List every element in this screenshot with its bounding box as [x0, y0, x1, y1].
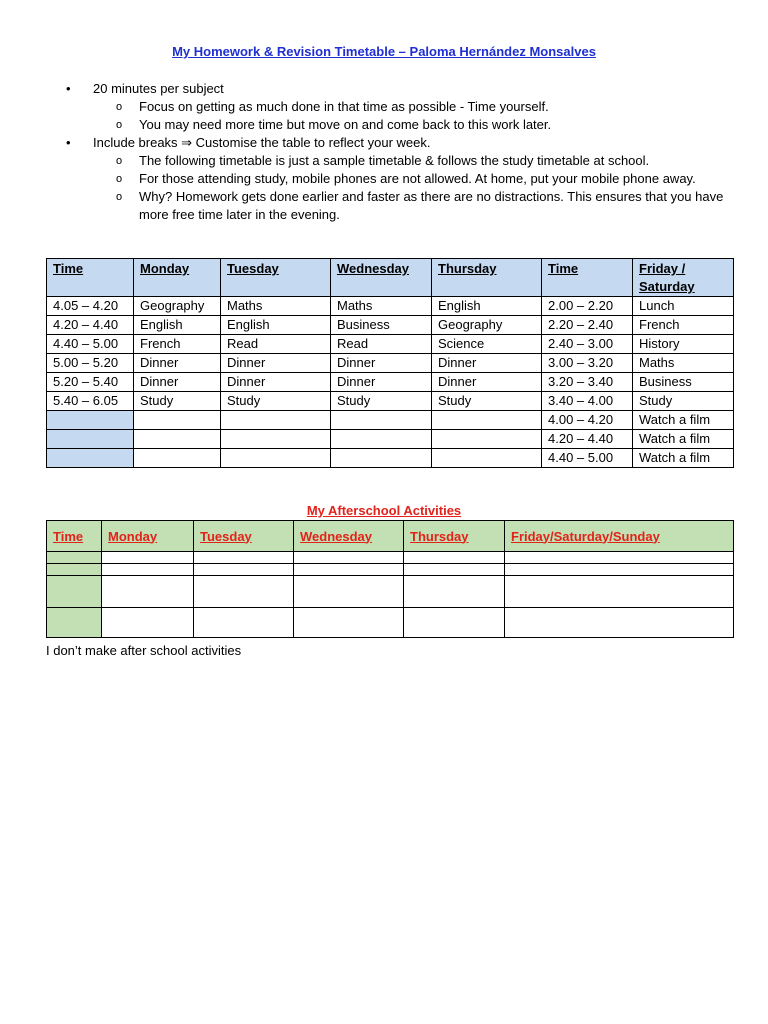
column-header: Thursday [432, 259, 542, 297]
sub-bullet-item: o You may need more time but move on and come back to this work later. [116, 117, 552, 132]
table-cell: Watch a film [633, 449, 734, 468]
table-cell[interactable] [404, 552, 505, 564]
table-cell [432, 430, 542, 449]
table-cell[interactable] [294, 576, 404, 608]
table-cell: Geography [432, 316, 542, 335]
table-cell: French [633, 316, 734, 335]
table-cell: 5.00 – 5.20 [47, 354, 134, 373]
table-cell [221, 449, 331, 468]
table-cell[interactable] [505, 576, 734, 608]
sub-bullet-item: o For those attending study, mobile phones are not allowed. At home, put your mobile phone away. [116, 171, 696, 186]
table-cell: Maths [633, 354, 734, 373]
table-cell: Science [432, 335, 542, 354]
note-text: I don’t make after school activities [46, 643, 242, 658]
table-row [47, 608, 734, 638]
table-cell[interactable] [294, 564, 404, 576]
column-header: Friday/Saturday/Sunday [505, 521, 734, 552]
table-cell [134, 430, 221, 449]
header-row [47, 521, 734, 552]
afterschool-title: My Afterschool Activities [306, 503, 462, 518]
table-cell: 5.20 – 5.40 [47, 373, 134, 392]
table-cell [331, 430, 432, 449]
sub-bullet-item: o The following timetable is just a sample timetable & follows the study timetable at school. [116, 153, 650, 168]
table-cell [331, 449, 432, 468]
table-cell: Study [134, 392, 221, 411]
table-row [47, 392, 734, 411]
column-header: Monday [134, 259, 221, 297]
table-cell: 3.00 – 3.20 [542, 354, 633, 373]
table-cell[interactable] [404, 608, 505, 638]
table-cell: English [221, 316, 331, 335]
table-cell: History [633, 335, 734, 354]
table-row [47, 354, 734, 373]
table-cell: Dinner [331, 354, 432, 373]
table-cell: 3.20 – 3.40 [542, 373, 633, 392]
table-cell: Study [432, 392, 542, 411]
table-cell: French [134, 335, 221, 354]
table-cell[interactable] [194, 564, 294, 576]
column-header: Monday [102, 521, 194, 552]
bullet-dot-icon: • [66, 135, 71, 150]
table-cell [47, 411, 134, 430]
table-cell[interactable] [505, 608, 734, 638]
table-cell [432, 449, 542, 468]
table-row [47, 297, 734, 316]
table-row [47, 552, 734, 564]
header-row [47, 259, 734, 297]
bullet-dot-icon: • [66, 81, 71, 96]
table-cell: Maths [331, 297, 432, 316]
column-header: Time [47, 259, 134, 297]
table-cell: Dinner [221, 354, 331, 373]
table-cell: English [432, 297, 542, 316]
table-cell[interactable] [47, 552, 102, 564]
table-cell[interactable] [505, 552, 734, 564]
table-cell: Watch a film [633, 430, 734, 449]
table-cell[interactable] [47, 564, 102, 576]
table-cell: Business [633, 373, 734, 392]
table-cell [221, 430, 331, 449]
table-row [47, 430, 734, 449]
table-cell: Study [221, 392, 331, 411]
table-cell: 3.40 – 4.00 [542, 392, 633, 411]
table-cell[interactable] [404, 576, 505, 608]
table-cell: 4.20 – 4.40 [47, 316, 134, 335]
circle-bullet-icon: o [116, 155, 123, 167]
table-row [47, 411, 734, 430]
table-cell [47, 430, 134, 449]
table-cell [432, 411, 542, 430]
table-cell[interactable] [47, 608, 102, 638]
table-cell [134, 449, 221, 468]
circle-bullet-icon: o [116, 119, 123, 131]
table-cell [134, 411, 221, 430]
table-cell [221, 411, 331, 430]
table-row [47, 576, 734, 608]
instructions-list [66, 80, 746, 224]
table-cell[interactable] [194, 552, 294, 564]
table-cell: Dinner [432, 373, 542, 392]
column-header: Wednesday [331, 259, 432, 297]
table-cell: 4.00 – 4.20 [542, 411, 633, 430]
sub-bullet-item: o Why? Homework gets done earlier and faster as there are no distractions. This ensures that you have more free time later in the evening. [116, 189, 724, 222]
column-header: Tuesday [221, 259, 331, 297]
table-cell: Study [633, 392, 734, 411]
table-cell[interactable] [194, 576, 294, 608]
column-header: Tuesday [194, 521, 294, 552]
table-cell: Read [221, 335, 331, 354]
table-cell: Dinner [221, 373, 331, 392]
table-cell[interactable] [102, 564, 194, 576]
table-cell: 4.20 – 4.40 [542, 430, 633, 449]
table-cell: Dinner [331, 373, 432, 392]
table-cell[interactable] [294, 552, 404, 564]
column-header: Friday / Saturday [633, 259, 734, 297]
table-cell [331, 411, 432, 430]
sub-bullet-item: o Focus on getting as much done in that time as possible - Time yourself. [116, 99, 549, 114]
circle-bullet-icon: o [116, 173, 123, 185]
table-cell[interactable] [102, 576, 194, 608]
table-row [47, 335, 734, 354]
bullet-item: • Include breaks ⇒ Customise the table to reflect your week. [66, 135, 431, 150]
column-header: Time [542, 259, 633, 297]
table-row [47, 316, 734, 335]
table-cell[interactable] [404, 564, 505, 576]
table-cell: Watch a film [633, 411, 734, 430]
table-cell [47, 449, 134, 468]
table-cell[interactable] [294, 608, 404, 638]
table-row [47, 449, 734, 468]
table-cell: 2.40 – 3.00 [542, 335, 633, 354]
table-cell: 4.05 – 4.20 [47, 297, 134, 316]
table-cell: 5.40 – 6.05 [47, 392, 134, 411]
table-cell: 2.00 – 2.20 [542, 297, 633, 316]
table-cell: Study [331, 392, 432, 411]
table-cell: 4.40 – 5.00 [47, 335, 134, 354]
column-header: Wednesday [294, 521, 404, 552]
table-cell: Business [331, 316, 432, 335]
table-cell: 4.40 – 5.00 [542, 449, 633, 468]
column-header: Thursday [404, 521, 505, 552]
table-row [47, 564, 734, 576]
circle-bullet-icon: o [116, 101, 123, 113]
circle-bullet-icon: o [116, 191, 123, 203]
table-cell: Maths [221, 297, 331, 316]
table-cell: Geography [134, 297, 221, 316]
table-cell[interactable] [47, 576, 102, 608]
bullet-item: • 20 minutes per subject [66, 81, 224, 96]
table-cell: English [134, 316, 221, 335]
page-title: My Homework & Revision Timetable – Paloma Hernández Monsalves [172, 44, 596, 59]
table-cell: Dinner [134, 373, 221, 392]
table-cell: Dinner [134, 354, 221, 373]
column-header: Time [47, 521, 102, 552]
table-cell[interactable] [194, 608, 294, 638]
homework-timetable [46, 258, 734, 468]
table-cell[interactable] [505, 564, 734, 576]
table-cell: Lunch [633, 297, 734, 316]
table-row [47, 373, 734, 392]
table-cell: Read [331, 335, 432, 354]
table-cell: Dinner [432, 354, 542, 373]
afterschool-table [46, 520, 734, 638]
table-cell: 2.20 – 2.40 [542, 316, 633, 335]
table-cell[interactable] [102, 608, 194, 638]
table-cell[interactable] [102, 552, 194, 564]
